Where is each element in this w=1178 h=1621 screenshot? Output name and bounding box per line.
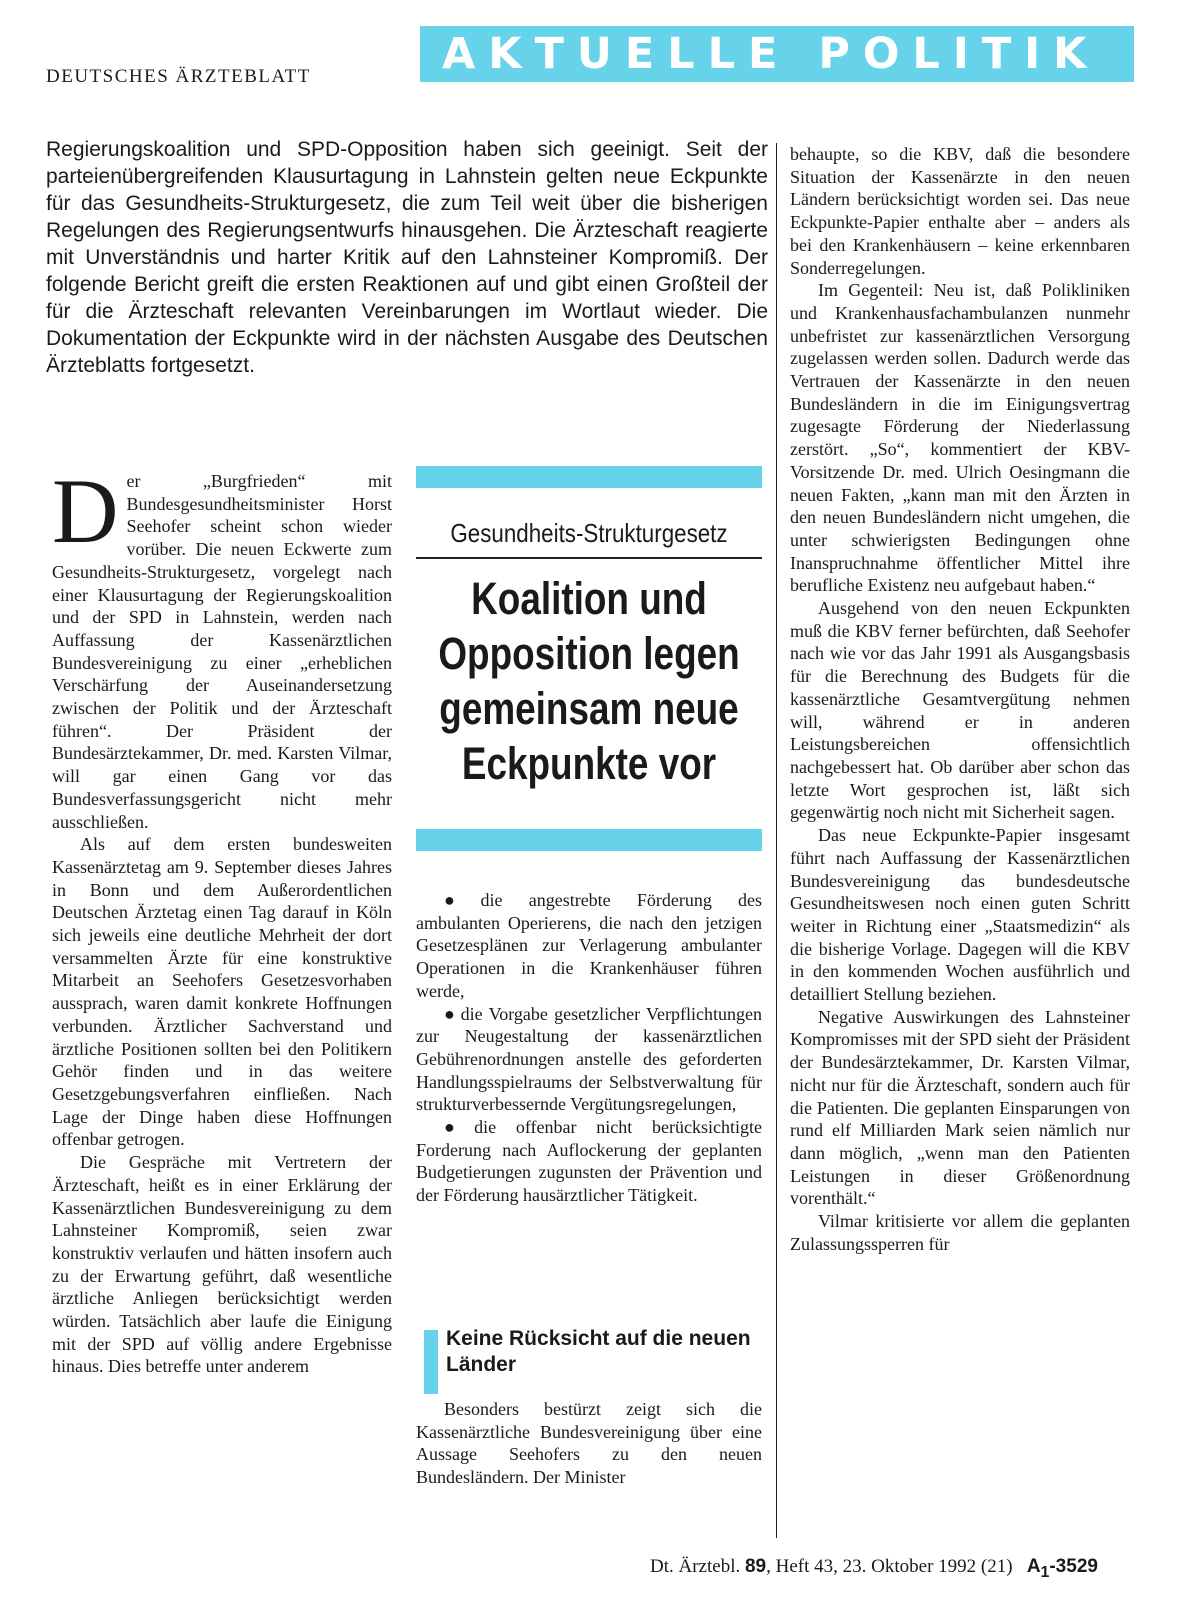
citation-journal: Dt. Ärztebl. [650, 1556, 741, 1577]
headline-line: Eckpunkte vor [461, 738, 717, 789]
headline-line: gemeinsam neue [439, 683, 739, 734]
subheading [416, 1326, 762, 1394]
kicker-rule [416, 557, 762, 559]
paragraph: behaupte, so die KBV, daß die besondere Situation der Kassenärzte in den neuen Ländern berücksichtigt worden sei. Das neue Eckpunkte-Papier enthalte aber – anders als bei den Krankenhäusern – keine erkennbaren Sonderregelungen. [790, 144, 1130, 278]
section-banner [420, 26, 1134, 82]
headline-box [416, 466, 762, 851]
bullet-icon: ● [444, 890, 477, 910]
drop-cap: D [52, 460, 119, 562]
section-banner-text: AKTUELLE POLITIK [442, 29, 1100, 79]
paragraph-text: er „Burgfrieden“ mit Bundesgesundheitsminister Horst Seehofer scheint schon wieder vorüber. Die neuen Eckwerte zum Gesundheits-Strukturgesetz, vorgelegt nach einer Klausurtagung der Regierungskoalition und der SPD in Lahnstein, werden nach Auffassung der Kassenärztlichen Bundesvereinigung zu einer „erheblichen Verschärfung der Auseinandersetzung zwischen der Politik und der Ärzteschaft führen“. Der Präsident der Bundesärztekammer, Dr. med. Karsten Vilmar, will gar einen Gang vor das Bundesverfassungsgericht nicht mehr ausschließen. [52, 471, 392, 832]
paragraph: Im Gegenteil: Neu ist, daß Polikliniken und Krankenhausfachambulanzen nunmehr unbefristet zur kassenärztlichen Versorgung zugelassen werden sollen. Dadurch werde das Vertrauen der Kassenärzte in den neuen Bundesländern in die im Einigungsvertrag zugesagte Förderung der Niederlassung zerstört. „So“, kommentiert der KBV-Vorsitzende Dr. med. Ulrich Oesingmann die neuen Fakten, „kann man mit den Ärzten in den neuen Bundesländern nicht umgehen, die unter schwierigsten Bedingungen ohne Inanspruchnahme öffentlicher Mittel ihre berufliche Existenz neu aufgebaut haben.“ [790, 280, 1130, 596]
column-middle [416, 889, 762, 1207]
paragraph: Das neue Eckpunkte-Papier insgesamt führt nach Auffassung der Kassenärztlichen Bundesvereinigung das bundesdeutsche Gesundheitswesen noch einen guten Schritt weiter in Richtung einer „Staatsmedizin“ als die bisherige Vorlage. Dagegen will die KBV in den kommenden Wochen ausführlich und detailliert Stellung beziehen. [790, 825, 1130, 1005]
column-middle-continued [416, 1398, 762, 1489]
column-right [790, 143, 1130, 1255]
headline [423, 571, 756, 791]
citation-volume: 89 [744, 1556, 767, 1577]
bullet-item: ● die angestrebte Förderung des ambulanten Operierens, die nach den jetzigen Gesetzesplänen zur Verlagerung ambulanter Operationen in die Krankenhäuser führen werde, [416, 890, 762, 1001]
paragraph: Ausgehend von den neuen Eckpunkten muß die KBV ferner befürchten, daß Seehofer nach wie vor das Jahr 1991 als Ausgangsbasis für die Berechnung des Budgets für die kassenärztliche Gesamtvergütung nehmen will, während er in anderen Leistungsbereichen offensichtlich nachgebessert hat. Ob darüber aber schon das letzte Wort gesprochen ist, läßt sich gegenwärtig noch nicht mit Sicherheit sagen. [790, 598, 1130, 823]
paragraph: Als auf dem ersten bundesweiten Kassenärztetag am 9. September dieses Jahres in Bonn und dem Außerordentlichen Deutschen Ärztetag einen Tag darauf in Köln sich jeweils eine deutliche Mehrheit der dort versammelten Ärzte für eine konstruktive Mitarbeit an Seehofers Gesetzesvorhaben aussprach, waren damit konkrete Hoffnungen verbunden. Ärztlicher Sachverstand und ärztliche Positionen sollten bei den Politikern Gehör finden und in das weitere Gesetzgebungsverfahren einfließen. Nach Lage der Dinge haben diese Hoffnungen offenbar getrogen. [52, 834, 392, 1150]
subheading-bar [424, 1330, 438, 1394]
accent-stripe-bottom [416, 829, 762, 851]
subheading-text: Keine Rücksicht auf die neuen Länder [446, 1327, 751, 1376]
paragraph: Negative Auswirkungen des Lahnsteiner Kompromisses mit der SPD sieht der Präsident der Bundesärztekammer, Dr. Karsten Vilmar, nicht nur für die Ärzteschaft, sondern auch für die Patienten. Die geplanten Einsparungen von rund elf Milliarden Mark seien nämlich nur dann möglich, „wenn man den Patienten Leistungen in dieser Größenordnung vorenthält.“ [790, 1006, 1130, 1209]
paragraph: Die Gespräche mit Vertretern der Ärzteschaft, heißt es in einer Erklärung der Kassenärztlichen Bundesvereinigung zu dem Lahnsteiner Kompromiß, seien zwar konstruktiv verlaufen und hätten insofern auch zu der Erwartung geführt, daß wesentliche ärztliche Anliegen berücksichtigt werden würden. Tatsächlich aber laufe die Einigung mit der SPD auf völlig andere Ergebnisse hinaus. Dies betreffe unter anderem [52, 1152, 392, 1377]
bullet-icon: ● [444, 1117, 471, 1138]
masthead: DEUTSCHES ÄRZTEBLATT [46, 66, 311, 87]
bullet-icon: ● [444, 1003, 457, 1024]
paragraph: Vilmar kritisierte vor allem die geplanten Zulassungssperren für [790, 1211, 1130, 1254]
kicker: Gesundheits-Strukturgesetz [450, 518, 728, 548]
paragraph: Besonders bestürzt zeigt sich die Kassenärztliche Bundesvereinigung über eine Aussage Seehofers zu den neuen Bundesländern. Der Minister [416, 1399, 762, 1488]
headline-line: Opposition legen [438, 628, 740, 679]
citation-issue: , Heft 43, 23. Oktober 1992 (21) [766, 1556, 1013, 1577]
column-left [52, 460, 392, 1378]
lead-paragraph: Regierungskoalition und SPD-Opposition haben sich geeinigt. Seit der parteienübergreifenden Klausurtagung in Lahnstein gelten neue Eckpunkte für das Gesundheits-Strukturgesetz, die zum Teil weit über die bisherigen Regelungen des Regierungsentwurfs hinausgehen. Die Ärzteschaft reagierte mit Unverständnis und harter Kritik auf den Lahnsteiner Kompromiß. Der folgende Bericht greift die ersten Reaktionen auf und gibt einen Großteil der für die Ärzteschaft relevanten Vereinbarungen im Wortlaut wieder. Die Dokumentation der Eckpunkte wird in der nächsten Ausgabe des Deutschen Ärzteblatts fortgesetzt. [46, 138, 768, 377]
bullet-item: ● die Vorgabe gesetzlicher Verpflichtungen zur Neugestaltung der kassenärztlichen Gebührenordnungen anstelle des geforderten Handlungsspielraums der Selbstverwaltung für strukturverbessernde Vergütungsregelungen, [416, 1003, 763, 1115]
column-divider [776, 143, 777, 1538]
footer-citation [650, 1556, 1098, 1582]
paragraph [52, 460, 392, 833]
accent-stripe-top [416, 466, 762, 488]
headline-line: Koalition und [471, 573, 707, 624]
page-number: $A_1-3529$ [1026, 1556, 1098, 1581]
bullet-item: ● die offenbar nicht berücksichtigte Forderung nach Auflockerung der geplanten Budgetierungen zugunsten der Prävention und der Förderung hausärztlicher Tätigkeit. [416, 1117, 763, 1206]
